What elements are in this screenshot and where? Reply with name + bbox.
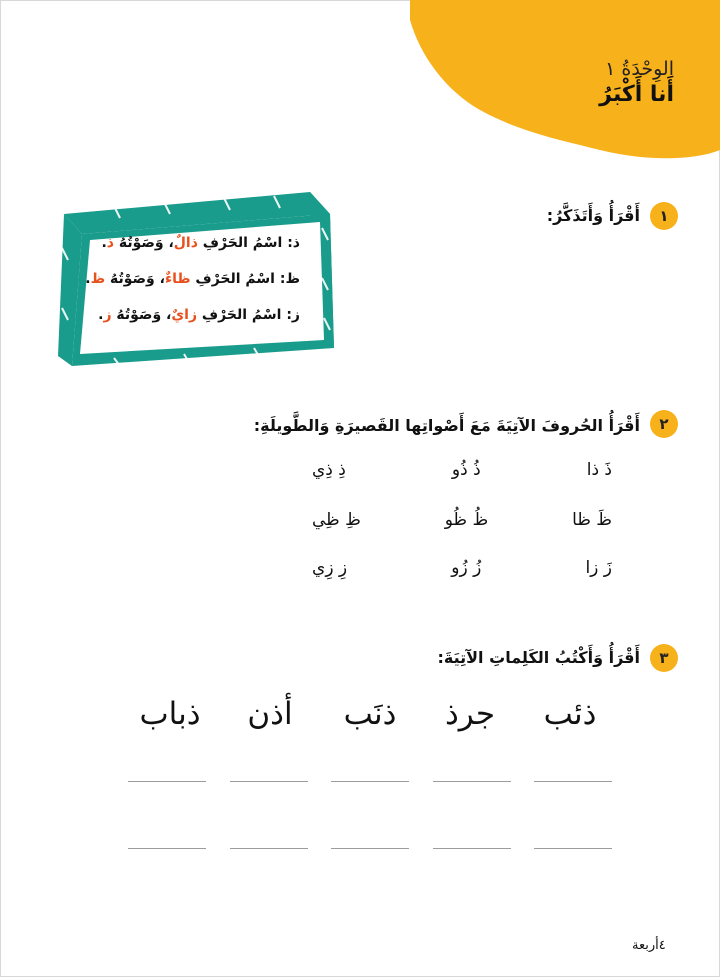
page-footer	[632, 938, 666, 953]
info-line-zay: ز: اسْمُ الحَرْفِ زايٌ، وَصَوْتُهُ ز.	[98, 307, 300, 323]
vocab-word: ذئب	[543, 696, 597, 732]
syllable-pair: زُ زُو	[451, 558, 482, 578]
syllable-pair: ظِ ظِي	[312, 510, 361, 530]
section-instruction: أَقْرَأُ وَأَتَذَكَّرُ:	[546, 206, 640, 225]
writing-line[interactable]	[433, 781, 511, 782]
writing-line[interactable]	[128, 781, 206, 782]
letter-sound: ز	[103, 307, 112, 323]
unit-title: أَنا أَكْبَرُ	[599, 82, 674, 107]
letter-name: ذالٌ	[173, 235, 198, 251]
section-number-badge: ٢	[650, 410, 678, 438]
syllable-pair: ظَ ظا	[572, 510, 612, 530]
vocab-word: أذن	[247, 696, 293, 732]
syllable-row-zay	[312, 558, 612, 578]
vocab-word: ذنَب	[343, 696, 397, 732]
writing-line[interactable]	[230, 848, 308, 849]
letter-sound: ذ	[106, 235, 114, 251]
info-line-thal: ذ: اسْمُ الحَرْفِ ذالٌ، وَصَوْتُهُ ذ.	[101, 235, 300, 251]
vocabulary-words	[128, 696, 612, 732]
syllable-pair: ذَ ذا	[586, 460, 612, 480]
section-number-badge: ٣	[650, 644, 678, 672]
section-number-badge: ١	[650, 202, 678, 230]
page-number-word: أربعة	[632, 938, 659, 953]
writing-line[interactable]	[230, 781, 308, 782]
syllable-pair: ظُ ظُو	[444, 510, 489, 530]
page-number: ٤	[658, 938, 666, 953]
writing-line[interactable]	[534, 781, 612, 782]
syllable-row-zah	[312, 510, 612, 530]
section-instruction: أَقْرَأُ وَأَكْتُبُ الكَلِماتِ الآتِيَةَ:	[437, 648, 640, 667]
syllable-pair: ذُ ذُو	[451, 460, 481, 480]
letter-name: زايٌ	[171, 307, 198, 323]
letter-sound: ظ	[90, 271, 106, 287]
syllable-row-thal	[312, 460, 612, 480]
writing-line[interactable]	[331, 781, 409, 782]
vocab-word: جرذ	[444, 696, 496, 732]
syllable-pair: زَ زا	[585, 558, 612, 578]
writing-lines-row-2	[128, 848, 612, 849]
writing-line[interactable]	[433, 848, 511, 849]
section-instruction: أَقْرَأُ الحُروفَ الآتِيَةَ مَعَ أَصْواتِها القَصيرَةِ وَالطَّويلَةِ:	[253, 416, 640, 435]
writing-line[interactable]	[128, 848, 206, 849]
syllable-pair: ذِ ذِي	[312, 460, 346, 480]
unit-label: الوِحْدَةُ ١	[605, 58, 674, 80]
vocab-word: ذباب	[139, 696, 201, 732]
syllable-pair: زِ زِي	[312, 558, 348, 578]
letter-info-lines	[76, 230, 300, 338]
writing-lines-row-1	[128, 781, 612, 782]
writing-line[interactable]	[534, 848, 612, 849]
unit-header	[599, 58, 674, 107]
letter-name: ظاءٌ	[164, 271, 191, 287]
writing-line[interactable]	[331, 848, 409, 849]
info-line-zah: ظ: اسْمُ الحَرْفِ ظاءٌ، وَصَوْتُهُ ظ.	[85, 271, 300, 287]
